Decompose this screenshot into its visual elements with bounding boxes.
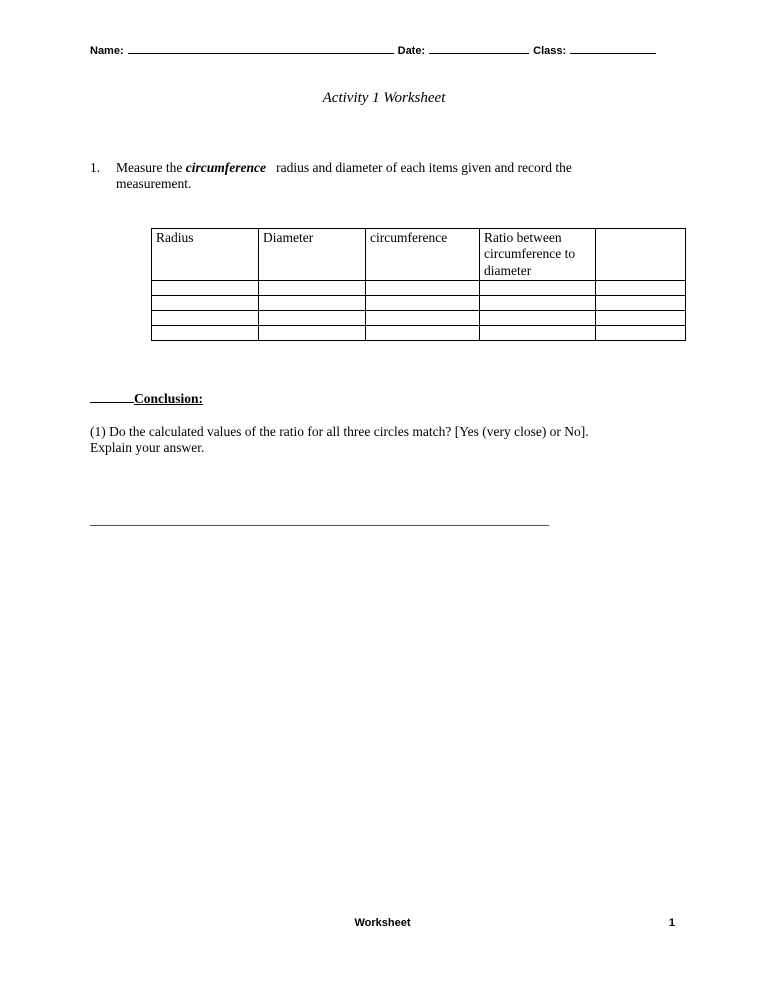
table-row bbox=[152, 296, 686, 311]
question-1-text-line2: measurement. bbox=[116, 176, 192, 192]
date-label: Date: bbox=[397, 45, 426, 57]
table-cell bbox=[596, 326, 686, 341]
answer-blank-line: ____________________________________________________________________ bbox=[90, 512, 549, 527]
table-cell bbox=[259, 311, 366, 326]
table-row bbox=[152, 281, 686, 296]
table-cell bbox=[152, 326, 259, 341]
table-row bbox=[152, 311, 686, 326]
name-blank bbox=[128, 42, 394, 54]
question-2 bbox=[90, 424, 690, 457]
table-header-row bbox=[152, 229, 686, 281]
table-row bbox=[152, 326, 686, 341]
table-cell bbox=[366, 326, 480, 341]
question-1-bold-word: circumference bbox=[185, 160, 266, 175]
name-label: Name: bbox=[90, 45, 124, 57]
footer-page-number: 1 bbox=[668, 917, 675, 929]
table-cell bbox=[259, 296, 366, 311]
table-header-diameter: Diameter bbox=[259, 229, 366, 281]
table-cell bbox=[259, 281, 366, 296]
table-cell bbox=[366, 311, 480, 326]
table-cell bbox=[366, 296, 480, 311]
table-cell bbox=[152, 281, 259, 296]
table-cell bbox=[596, 311, 686, 326]
question-1-text-after: radius and diameter of each items given and record the bbox=[276, 160, 572, 175]
table-cell bbox=[366, 281, 480, 296]
conclusion-leading-underline bbox=[90, 389, 134, 403]
page-title: Activity 1 Worksheet bbox=[322, 90, 446, 106]
conclusion-heading bbox=[90, 389, 203, 407]
table-header-empty bbox=[596, 229, 686, 281]
table-cell bbox=[480, 281, 596, 296]
date-blank bbox=[429, 42, 529, 54]
table-cell bbox=[480, 326, 596, 341]
name-date-class-row bbox=[90, 42, 675, 57]
question-1 bbox=[90, 160, 690, 193]
table-cell bbox=[480, 296, 596, 311]
class-blank bbox=[570, 42, 656, 54]
table-cell bbox=[152, 311, 259, 326]
table-cell bbox=[259, 326, 366, 341]
footer-title: Worksheet bbox=[354, 917, 411, 929]
question-1-text bbox=[116, 160, 572, 193]
table-header-circumference: circumference bbox=[366, 229, 480, 281]
question-2-line1: (1) Do the calculated values of the ratio for all three circles match? [Yes (very close) or No]. bbox=[90, 424, 589, 439]
question-1-number: 1. bbox=[90, 160, 101, 175]
question-2-line2: Explain your answer. bbox=[90, 440, 205, 456]
table-cell bbox=[480, 311, 596, 326]
measurement-table bbox=[151, 228, 686, 341]
conclusion-label: Conclusion: bbox=[134, 391, 204, 406]
table-cell bbox=[596, 281, 686, 296]
table-cell bbox=[152, 296, 259, 311]
table-cell bbox=[596, 296, 686, 311]
question-1-text-before: Measure the bbox=[116, 160, 183, 175]
table-header-ratio: Ratio between circumference to diameter bbox=[480, 229, 596, 281]
table-header-radius: Radius bbox=[152, 229, 259, 281]
class-label: Class: bbox=[533, 45, 567, 57]
